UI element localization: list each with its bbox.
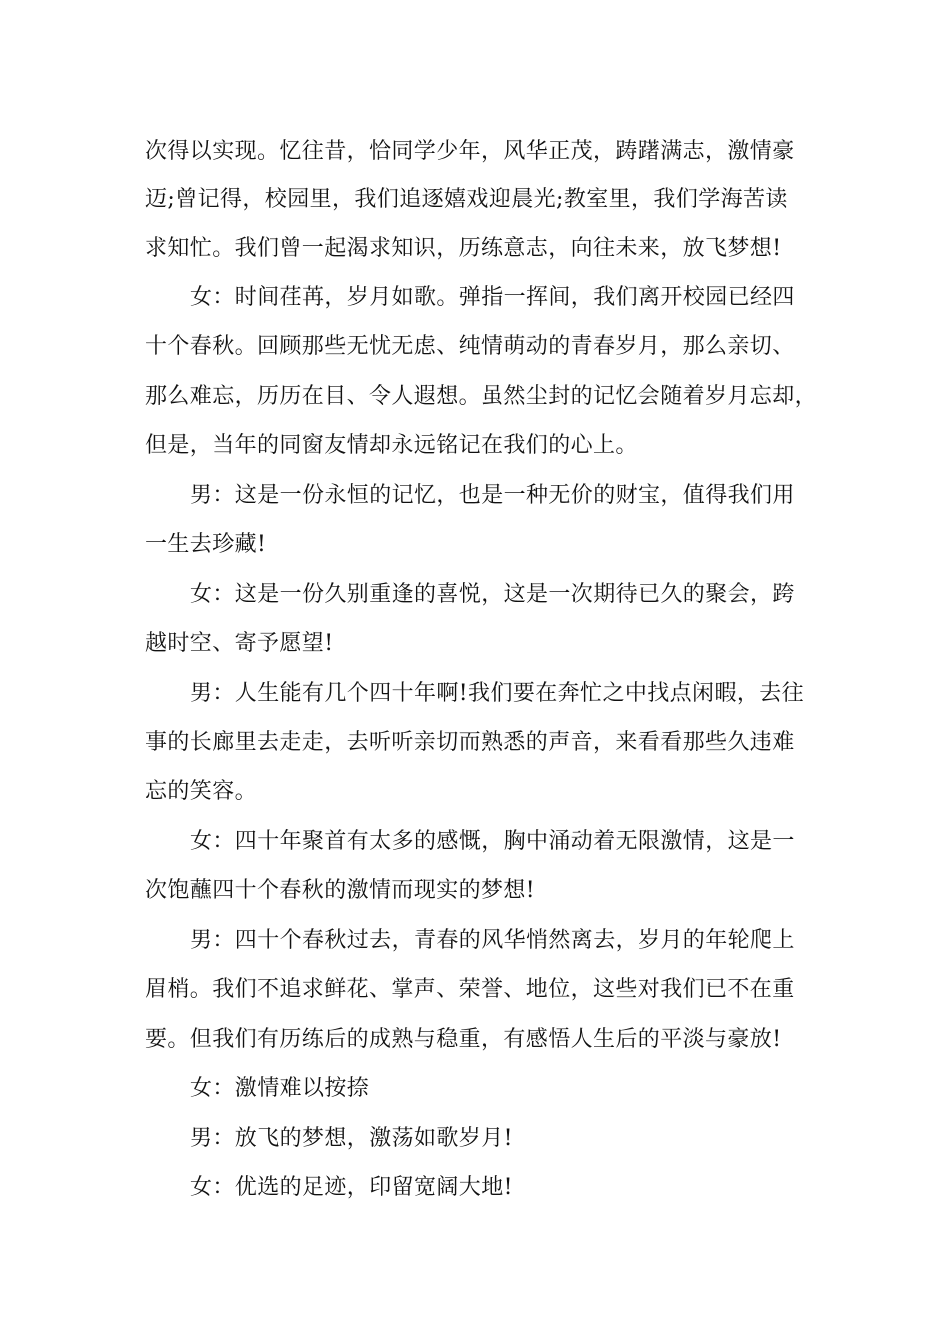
text-line: 越时空、寄予愿望! <box>145 631 334 656</box>
text-line: 求知忙。我们曾一起渴求知识，历练意志，向往未来，放飞梦想! <box>145 236 782 261</box>
paragraph-start-line: 男：这是一份永恒的记忆，也是一种无价的财宝，值得我们用 <box>190 483 795 508</box>
text-line: 事的长廊里去走走，去听听亲切而熟悉的声音，来看看那些久违难 <box>145 730 795 755</box>
paragraph-start-line: 男：放飞的梦想，激荡如歌岁月! <box>190 1126 513 1151</box>
text-line: 次饱蘸四十个春秋的激情而现实的梦想! <box>145 878 536 903</box>
paragraph-start-line: 女：时间荏苒，岁月如歌。弹指一挥间，我们离开校园已经四 <box>190 285 795 310</box>
paragraph-start-line: 女：优选的足迹，印留宽阔大地! <box>190 1175 513 1200</box>
text-line: 那么难忘，历历在目、令人遐想。虽然尘封的记忆会随着岁月忘却， <box>145 384 818 409</box>
paragraph-start-line: 女：这是一份久别重逢的喜悦，这是一次期待已久的聚会，跨 <box>190 582 795 607</box>
paragraph-start-line: 男：四十个春秋过去，青春的风华悄然离去，岁月的年轮爬上 <box>190 928 795 953</box>
text-line: 要。但我们有历练后的成熟与稳重，有感悟人生后的平淡与豪放! <box>145 1027 782 1052</box>
text-line: 一生去珍藏! <box>145 532 267 557</box>
paragraph-start-line: 男：人生能有几个四十年啊!我们要在奔忙之中找点闲暇，去往 <box>190 681 805 706</box>
text-line: 但是，当年的同窗友情却永远铭记在我们的心上。 <box>145 433 638 458</box>
text-line: 迈;曾记得，校园里，我们追逐嬉戏迎晨光;教室里，我们学海苦读 <box>145 187 788 212</box>
text-line: 眉梢。我们不追求鲜花、掌声、荣誉、地位，这些对我们已不在重 <box>145 977 795 1002</box>
paragraph-start-line: 女：四十年聚首有太多的感慨，胸中涌动着无限激情，这是一 <box>190 829 795 854</box>
text-line: 十个春秋。回顾那些无忧无虑、纯情萌动的青春岁月，那么亲切、 <box>145 334 795 359</box>
paragraph-start-line: 女：激情难以按捺 <box>190 1076 370 1101</box>
text-line: 次得以实现。忆往昔，恰同学少年，风华正茂，踌躇满志，激情豪 <box>145 139 795 164</box>
text-line: 忘的笑容。 <box>145 779 258 804</box>
